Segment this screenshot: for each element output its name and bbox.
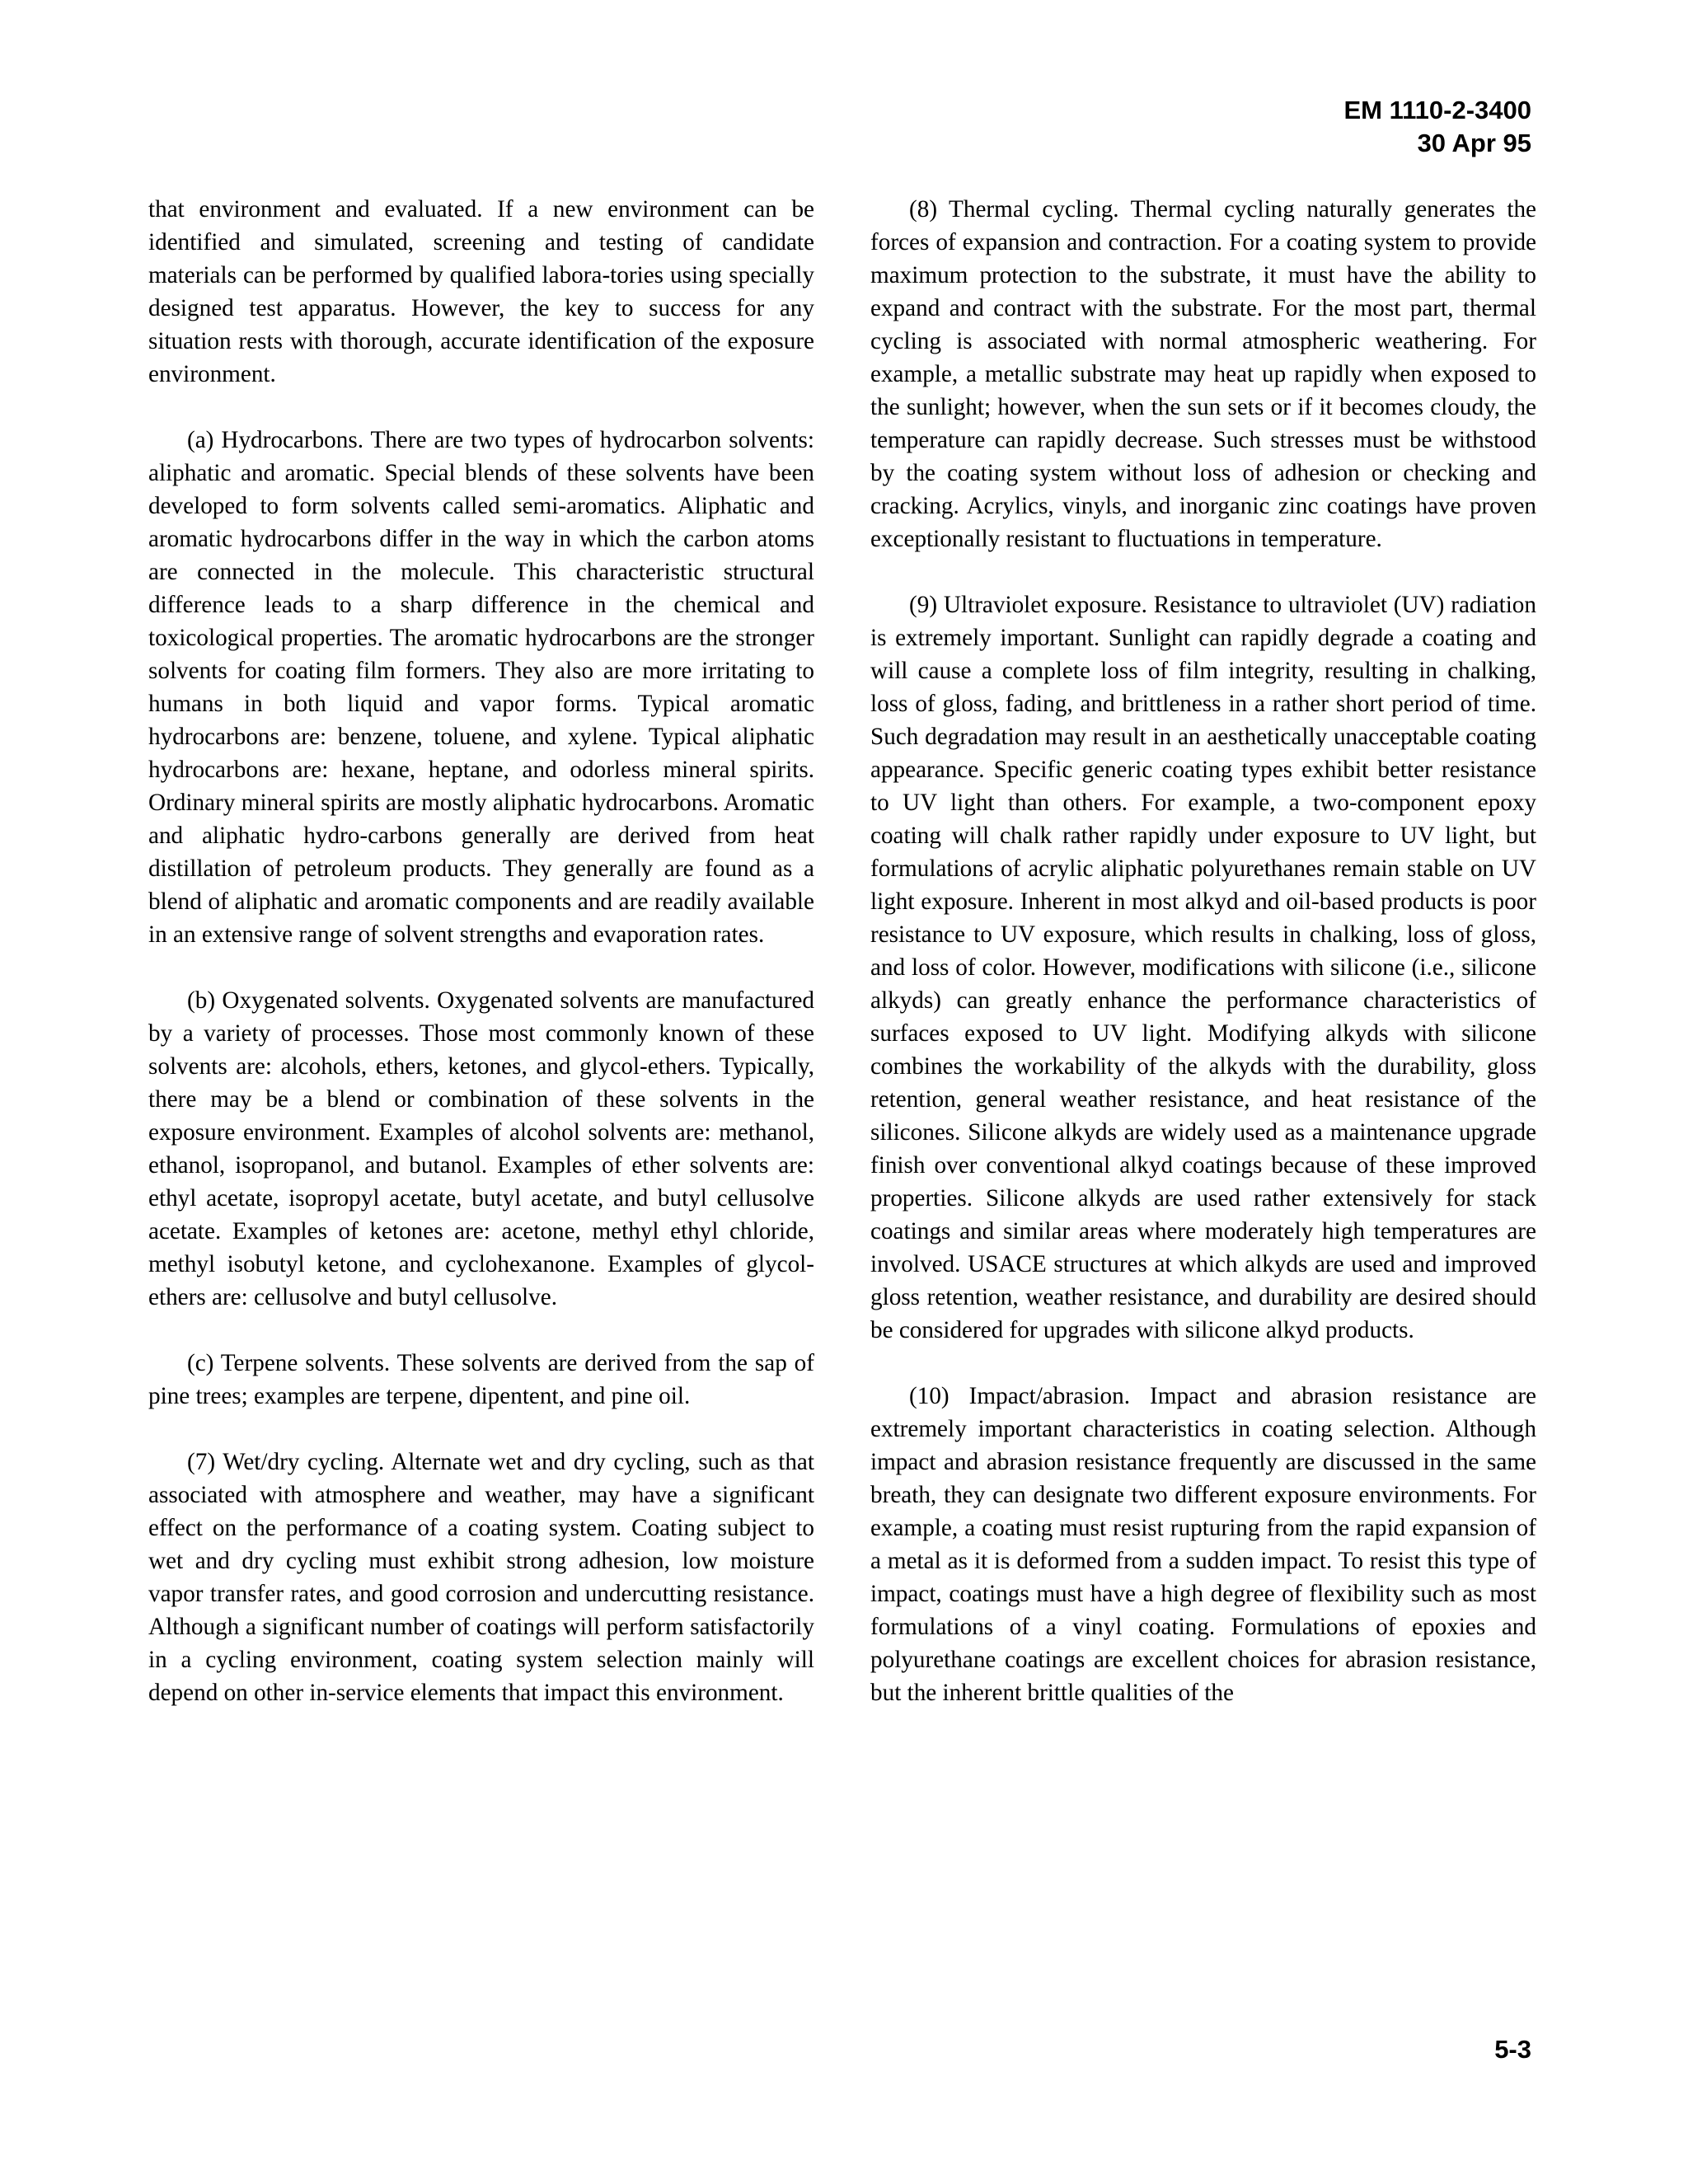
page-header <box>1343 94 1531 160</box>
document-date: 30 Apr 95 <box>1417 129 1531 157</box>
paragraph-hydrocarbons: (a) Hydrocarbons. There are two types of hydrocarbon solvents: aliphatic and aromatic. Special blends of these solvents have been developed to form solvents called semi-aromatics. Aliphatic and aromatic hydrocarbons differ in the way in which the carbon atoms are connected in the molecule. This characteristic structural difference leads to a sharp difference in the chemical and toxicological properties. The aromatic hydrocarbons are the stronger solvents for coating film formers. They also are more irritating to humans in both liquid and vapor forms. Typical aromatic hydrocarbons are: benzene, toluene, and xylene. Typical aliphatic hydrocarbons are: hexane, heptane, and odorless mineral spirits. Ordinary mineral spirits are mostly aliphatic hydrocarbons. Aromatic and aliphatic hydro-carbons generally are derived from heat distillation of petroleum products. They generally are found as a blend of aliphatic and aromatic components and are readily available in an extensive range of solvent strengths and evaporation rates. <box>148 427 814 948</box>
paragraph-ultraviolet-exposure: (9) Ultraviolet exposure. Resistance to ultraviolet (UV) radiation is extremely important. Sunlight can rapidly degrade a coating and will cause a complete loss of film integrity, resulting in chalking, loss of gloss, fading, and brittleness in a rather short period of time. Such degradation may result in an aesthetically unacceptable coating appearance. Specific generic coating types exhibit better resistance to UV light than others. For example, a two-component epoxy coating will chalk rather rapidly under exposure to UV light, but formulations of acrylic aliphatic polyurethanes remain stable on UV light exposure. Inherent in most alkyd and oil-based products is poor resistance to UV exposure, which results in chalking, loss of gloss, and loss of color. However, modifications with silicone (i.e., silicone alkyds) can greatly enhance the performance characteristics of surfaces exposed to UV light. Modifying alkyds with silicone combines the workability of the alkyds with the durability, gloss retention, general weather resistance, and heat resistance of the silicones. Silicone alkyds are widely used as a maintenance upgrade finish over conventional alkyd coatings because of these improved properties. Silicone alkyds are used rather extensively for stack coatings and similar areas where moderately high temperatures are involved. USACE structures at which alkyds are used and improved gloss retention, weather resistance, and durability are desired should be considered for upgrades with silicone alkyd products. <box>870 592 1536 1343</box>
paragraph-terpene-solvents: (c) Terpene solvents. These solvents are derived from the sap of pine trees; examples are terpene, dipentent, and pine oil. <box>148 1350 814 1409</box>
right-column <box>870 193 1536 1742</box>
paragraph-impact-abrasion: (10) Impact/abrasion. Impact and abrasion resistance are extremely important characteristics in coating selection. Although impact and abrasion resistance frequently are discussed in the same breath, they can designate two different exposure environments. For example, a coating must resist rupturing from the rapid expansion of a metal as it is deformed from a sudden impact. To resist this type of impact, coatings must have a high degree of flexibility such as most formulations of a vinyl coating. Formulations of epoxies and polyurethane coatings are excellent choices for abrasion resistance, but the inherent brittle qualities of the <box>870 1383 1536 1706</box>
paragraph-thermal-cycling: (8) Thermal cycling. Thermal cycling naturally generates the forces of expansion and contraction. For a coating system to provide maximum protection to the substrate, it must have the ability to expand and contract with the substrate. For the most part, thermal cycling is associated with normal atmospheric weathering. For example, a metallic substrate may heat up rapidly when exposed to the sunlight; however, when the sun sets or if it becomes cloudy, the temperature can rapidly decrease. Such stresses must be withstood by the coating system without loss of adhesion or checking and cracking. Acrylics, vinyls, and inorganic zinc coatings have proven exceptionally resistant to fluctuations in temperature. <box>870 196 1536 552</box>
page-number: 5-3 <box>1494 2035 1531 2064</box>
paragraph-oxygenated-solvents: (b) Oxygenated solvents. Oxygenated solvents are manufactured by a variety of processes. Those most commonly known of these solvents are: alcohols, ethers, ketones, and glycol-ethers. Typically, there may be a blend or combination of these solvents in the exposure environment. Examples of alcohol solvents are: methanol, ethanol, isopropanol, and butanol. Examples of ether solvents are: ethyl acetate, isopropyl acetate, butyl acetate, and butyl cellusolve acetate. Examples of ketones are: acetone, methyl ethyl chloride, methyl isobutyl ketone, and cyclohexanone. Examples of glycol-ethers are: cellusolve and butyl cellusolve. <box>148 987 814 1310</box>
paragraph-continuation: that environment and evaluated. If a new environment can be identified and simulated, screening and testing of candidate materials can be performed by qualified labora-tories using specially designed test apparatus. However, the key to success for any situation rests with thorough, accurate identification of the exposure environment. <box>148 196 814 387</box>
left-column <box>148 193 814 1742</box>
paragraph-wet-dry-cycling: (7) Wet/dry cycling. Alternate wet and dry cycling, such as that associated with atmosphere and weather, may have a significant effect on the performance of a coating system. Coating subject to wet and dry cycling must exhibit strong adhesion, low moisture vapor transfer rates, and good corrosion and undercutting resistance. Although a significant number of coatings will perform satisfactorily in a cycling environment, coating system selection mainly will depend on other in-service elements that impact this environment. <box>148 1449 814 1706</box>
document-number: EM 1110-2-3400 <box>1343 96 1531 124</box>
